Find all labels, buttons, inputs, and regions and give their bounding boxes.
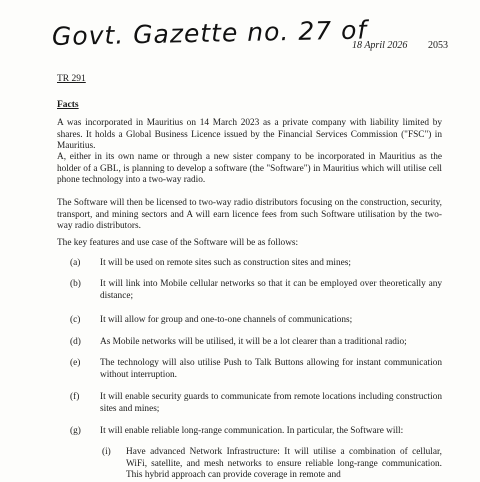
list-item-label: (c) bbox=[70, 315, 81, 325]
paragraph-incorporation: A was incorporated in Mauritius on 14 March 2023 as a private company with liability limited by shares. It holds a Global Business Licence issued by the Financial Services Commission ("FSC") in Mauritius. bbox=[57, 118, 442, 152]
list-item-text: As Mobile networks will be utilised, it will be a lot clearer than a traditional radio; bbox=[100, 337, 407, 347]
list-item-text: It will allow for group and one-to-one channels of communications; bbox=[100, 315, 353, 325]
paragraph-licensing: The Software will then be licensed to two-way radio distributors focusing on the construction, security, transport, and mining sectors and A will earn licence fees from such Software utilisation by the two-way radio distributors. bbox=[57, 198, 442, 232]
sub-list-item-text: Have advanced Network Infrastructure: It will utilise a combination of cellular, WiFi, satellite, and mesh networks to ensure reliable long-range communication. This hybrid approach can provide coverage in remote and bbox=[126, 447, 442, 481]
list-item-text: It will be used on remote sites such as construction sites and mines; bbox=[100, 258, 351, 268]
list-item-text: The technology will also utilise Push to Talk Buttons allowing for instant communication without interruption. bbox=[100, 358, 442, 380]
page-number: 2053 bbox=[428, 40, 448, 51]
list-item-label: (g) bbox=[70, 426, 81, 436]
sub-list-item-label: (i) bbox=[102, 447, 111, 457]
paragraph-software-plan: A, either in its own name or through a new sister company to be incorporated in Mauritius as the holder of a GBL, is planning to develop a software (the "Software") in Mauritius which will utilise cell phone technology into a two-way radio. bbox=[57, 152, 442, 186]
list-item-label: (b) bbox=[70, 279, 81, 289]
list-item-label: (d) bbox=[70, 337, 81, 347]
list-item-text: It will enable reliable long-range communication. In particular, the Software will: bbox=[100, 426, 404, 436]
list-item-label: (f) bbox=[70, 392, 80, 402]
list-item-label: (a) bbox=[70, 258, 81, 268]
list-item-text: It will link into Mobile cellular networks so that it can be employed over theoretically any distance; bbox=[100, 279, 442, 301]
handwritten-annotation: Govt. Gazette no. 27 of bbox=[51, 15, 368, 51]
list-item-label: (e) bbox=[70, 358, 81, 368]
section-heading: Facts bbox=[57, 100, 79, 110]
paragraph-key-features-intro: The key features and use case of the Software will be as follows: bbox=[57, 238, 299, 248]
list-item-text: It will enable security guards to communicate from remote locations including construction sites and mines; bbox=[100, 392, 442, 414]
ruling-reference: TR 291 bbox=[57, 74, 86, 84]
gazette-date: 18 April 2026 bbox=[352, 40, 408, 51]
